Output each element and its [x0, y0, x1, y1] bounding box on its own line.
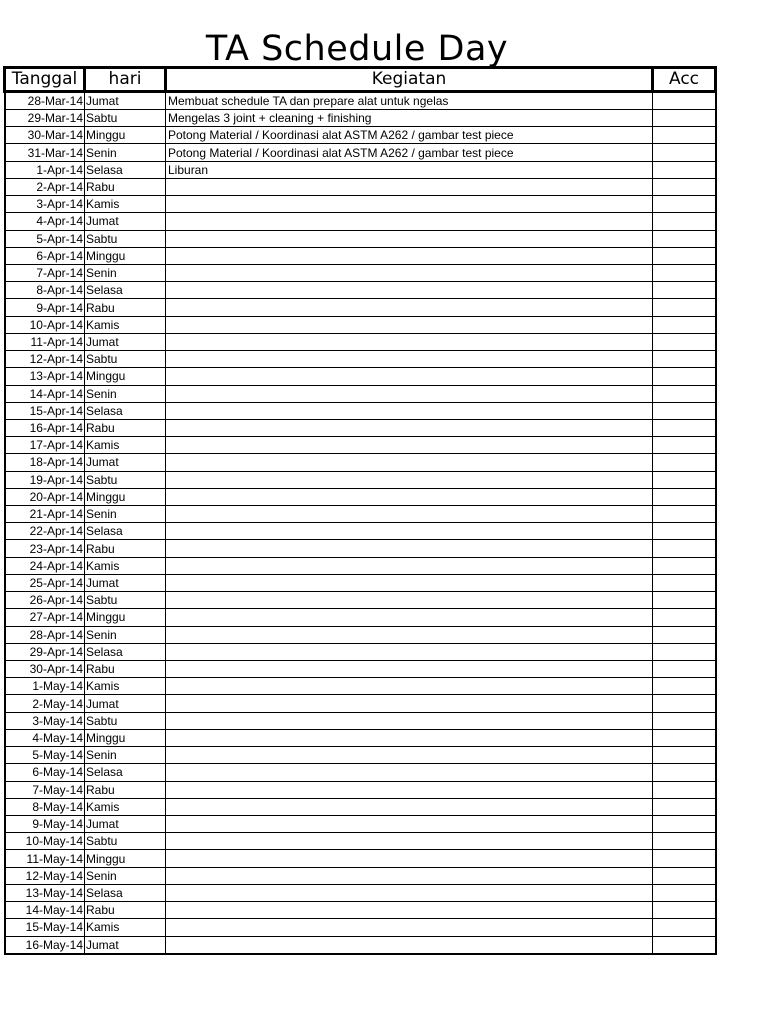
date-cell: 8-Apr-14	[5, 282, 85, 299]
acc-cell	[653, 592, 716, 609]
day-cell: Jumat	[85, 574, 166, 591]
page-title: TA Schedule Day	[205, 29, 509, 70]
acc-cell	[653, 764, 716, 781]
activity-cell: Liburan	[166, 161, 653, 178]
table-row	[5, 781, 716, 798]
date-cell: 2-Apr-14	[5, 178, 85, 195]
table-row	[5, 747, 716, 764]
date-cell: 20-Apr-14	[5, 488, 85, 505]
date-cell: 6-May-14	[5, 764, 85, 781]
day-cell: Kamis	[85, 919, 166, 936]
date-cell: 15-May-14	[5, 919, 85, 936]
day-cell: Senin	[85, 264, 166, 281]
acc-cell	[653, 402, 716, 419]
activity-cell	[166, 437, 653, 454]
date-cell: 31-Mar-14	[5, 144, 85, 161]
table-row	[5, 419, 716, 436]
table-row	[5, 592, 716, 609]
column-header-date: Tanggal	[5, 68, 85, 92]
day-cell: Selasa	[85, 161, 166, 178]
activity-cell	[166, 402, 653, 419]
column-header-day: hari	[85, 68, 166, 92]
acc-cell	[653, 506, 716, 523]
acc-cell	[653, 695, 716, 712]
date-cell: 26-Apr-14	[5, 592, 85, 609]
acc-cell	[653, 333, 716, 350]
activity-cell	[166, 178, 653, 195]
acc-cell	[653, 299, 716, 316]
date-cell: 5-Apr-14	[5, 230, 85, 247]
date-cell: 28-Apr-14	[5, 626, 85, 643]
acc-cell	[653, 213, 716, 230]
table-row	[5, 127, 716, 144]
schedule-table-header	[5, 68, 716, 92]
day-cell: Sabtu	[85, 712, 166, 729]
day-cell: Sabtu	[85, 110, 166, 127]
activity-cell	[166, 385, 653, 402]
acc-cell	[653, 437, 716, 454]
acc-cell	[653, 351, 716, 368]
day-cell: Senin	[85, 385, 166, 402]
day-cell: Selasa	[85, 884, 166, 901]
day-cell: Selasa	[85, 764, 166, 781]
acc-cell	[653, 747, 716, 764]
table-row	[5, 936, 716, 954]
date-cell: 16-Apr-14	[5, 419, 85, 436]
activity-cell	[166, 419, 653, 436]
day-cell: Selasa	[85, 643, 166, 660]
date-cell: 3-May-14	[5, 712, 85, 729]
day-cell: Sabtu	[85, 230, 166, 247]
acc-cell	[653, 161, 716, 178]
day-cell: Selasa	[85, 402, 166, 419]
activity-cell	[166, 247, 653, 264]
acc-cell	[653, 178, 716, 195]
acc-cell	[653, 661, 716, 678]
date-cell: 17-Apr-14	[5, 437, 85, 454]
table-row	[5, 626, 716, 643]
date-cell: 14-May-14	[5, 902, 85, 919]
date-cell: 21-Apr-14	[5, 506, 85, 523]
header-row	[5, 68, 716, 92]
acc-cell	[653, 626, 716, 643]
day-cell: Rabu	[85, 781, 166, 798]
table-row	[5, 712, 716, 729]
activity-cell	[166, 712, 653, 729]
table-row	[5, 764, 716, 781]
acc-cell	[653, 678, 716, 695]
table-row	[5, 695, 716, 712]
table-row	[5, 471, 716, 488]
acc-cell	[653, 609, 716, 626]
day-cell: Sabtu	[85, 833, 166, 850]
day-cell: Sabtu	[85, 471, 166, 488]
date-cell: 4-Apr-14	[5, 213, 85, 230]
date-cell: 19-Apr-14	[5, 471, 85, 488]
date-cell: 5-May-14	[5, 747, 85, 764]
table-row	[5, 282, 716, 299]
acc-cell	[653, 247, 716, 264]
date-cell: 1-May-14	[5, 678, 85, 695]
activity-cell	[166, 609, 653, 626]
day-cell: Rabu	[85, 299, 166, 316]
day-cell: Minggu	[85, 247, 166, 264]
day-cell: Senin	[85, 867, 166, 884]
date-cell: 9-May-14	[5, 815, 85, 832]
day-cell: Senin	[85, 747, 166, 764]
date-cell: 11-Apr-14	[5, 333, 85, 350]
activity-cell	[166, 557, 653, 574]
activity-cell	[166, 523, 653, 540]
date-cell: 13-May-14	[5, 884, 85, 901]
acc-cell	[653, 385, 716, 402]
date-cell: 9-Apr-14	[5, 299, 85, 316]
day-cell: Minggu	[85, 368, 166, 385]
table-row	[5, 798, 716, 815]
date-cell: 1-Apr-14	[5, 161, 85, 178]
table-row	[5, 902, 716, 919]
activity-cell	[166, 850, 653, 867]
activity-cell	[166, 213, 653, 230]
day-cell: Kamis	[85, 678, 166, 695]
acc-cell	[653, 557, 716, 574]
day-cell: Kamis	[85, 196, 166, 213]
date-cell: 18-Apr-14	[5, 454, 85, 471]
activity-cell	[166, 695, 653, 712]
table-row	[5, 661, 716, 678]
day-cell: Sabtu	[85, 351, 166, 368]
acc-cell	[653, 936, 716, 954]
activity-cell	[166, 316, 653, 333]
date-cell: 7-Apr-14	[5, 264, 85, 281]
date-cell: 6-Apr-14	[5, 247, 85, 264]
acc-cell	[653, 488, 716, 505]
table-row	[5, 506, 716, 523]
activity-cell	[166, 626, 653, 643]
date-cell: 29-Mar-14	[5, 110, 85, 127]
table-row	[5, 264, 716, 281]
acc-cell	[653, 798, 716, 815]
activity-cell	[166, 454, 653, 471]
acc-cell	[653, 781, 716, 798]
activity-cell	[166, 902, 653, 919]
acc-cell	[653, 919, 716, 936]
acc-cell	[653, 523, 716, 540]
acc-cell	[653, 454, 716, 471]
activity-cell	[166, 351, 653, 368]
date-cell: 29-Apr-14	[5, 643, 85, 660]
day-cell: Kamis	[85, 316, 166, 333]
activity-cell	[166, 919, 653, 936]
acc-cell	[653, 230, 716, 247]
table-row	[5, 574, 716, 591]
table-row	[5, 833, 716, 850]
table-row	[5, 213, 716, 230]
table-row	[5, 815, 716, 832]
date-cell: 8-May-14	[5, 798, 85, 815]
day-cell: Sabtu	[85, 592, 166, 609]
schedule-table	[3, 66, 717, 955]
date-cell: 16-May-14	[5, 936, 85, 954]
acc-cell	[653, 643, 716, 660]
table-row	[5, 919, 716, 936]
activity-cell	[166, 574, 653, 591]
acc-cell	[653, 574, 716, 591]
table-row	[5, 402, 716, 419]
acc-cell	[653, 815, 716, 832]
day-cell: Rabu	[85, 419, 166, 436]
activity-cell	[166, 540, 653, 557]
schedule-table-body	[5, 92, 716, 954]
day-cell: Jumat	[85, 454, 166, 471]
activity-cell	[166, 282, 653, 299]
table-row	[5, 437, 716, 454]
activity-cell	[166, 798, 653, 815]
table-row	[5, 867, 716, 884]
table-row	[5, 299, 716, 316]
day-cell: Minggu	[85, 850, 166, 867]
acc-cell	[653, 902, 716, 919]
activity-cell	[166, 368, 653, 385]
acc-cell	[653, 368, 716, 385]
day-cell: Kamis	[85, 798, 166, 815]
table-row	[5, 678, 716, 695]
table-row	[5, 540, 716, 557]
date-cell: 3-Apr-14	[5, 196, 85, 213]
table-row	[5, 454, 716, 471]
activity-cell	[166, 264, 653, 281]
table-row	[5, 609, 716, 626]
acc-cell	[653, 282, 716, 299]
date-cell: 30-Apr-14	[5, 661, 85, 678]
activity-cell	[166, 299, 653, 316]
acc-cell	[653, 316, 716, 333]
activity-cell	[166, 747, 653, 764]
activity-cell	[166, 196, 653, 213]
day-cell: Rabu	[85, 540, 166, 557]
activity-cell: Potong Material / Koordinasi alat ASTM A262 / gambar test piece	[166, 144, 653, 161]
activity-cell: Potong Material / Koordinasi alat ASTM A262 / gambar test piece	[166, 127, 653, 144]
table-row	[5, 523, 716, 540]
day-cell: Selasa	[85, 523, 166, 540]
table-row	[5, 161, 716, 178]
day-cell: Kamis	[85, 437, 166, 454]
date-cell: 12-May-14	[5, 867, 85, 884]
activity-cell	[166, 867, 653, 884]
table-row	[5, 230, 716, 247]
day-cell: Jumat	[85, 815, 166, 832]
day-cell: Jumat	[85, 333, 166, 350]
table-row	[5, 316, 716, 333]
day-cell: Senin	[85, 144, 166, 161]
table-row	[5, 196, 716, 213]
day-cell: Minggu	[85, 729, 166, 746]
table-row	[5, 110, 716, 127]
date-cell: 15-Apr-14	[5, 402, 85, 419]
acc-cell	[653, 850, 716, 867]
date-cell: 7-May-14	[5, 781, 85, 798]
activity-cell	[166, 833, 653, 850]
day-cell: Senin	[85, 626, 166, 643]
activity-cell	[166, 781, 653, 798]
date-cell: 25-Apr-14	[5, 574, 85, 591]
day-cell: Jumat	[85, 92, 166, 110]
table-row	[5, 247, 716, 264]
column-header-activity: Kegiatan	[166, 68, 653, 92]
date-cell: 12-Apr-14	[5, 351, 85, 368]
day-cell: Rabu	[85, 902, 166, 919]
acc-cell	[653, 712, 716, 729]
date-cell: 14-Apr-14	[5, 385, 85, 402]
table-row	[5, 643, 716, 660]
day-cell: Senin	[85, 506, 166, 523]
date-cell: 10-May-14	[5, 833, 85, 850]
table-row	[5, 385, 716, 402]
day-cell: Minggu	[85, 127, 166, 144]
activity-cell: Mengelas 3 joint + cleaning + finishing	[166, 110, 653, 127]
table-row	[5, 557, 716, 574]
table-row	[5, 178, 716, 195]
acc-cell	[653, 471, 716, 488]
activity-cell: Membuat schedule TA dan prepare alat untuk ngelas	[166, 92, 653, 110]
date-cell: 30-Mar-14	[5, 127, 85, 144]
day-cell: Selasa	[85, 282, 166, 299]
activity-cell	[166, 488, 653, 505]
date-cell: 24-Apr-14	[5, 557, 85, 574]
activity-cell	[166, 815, 653, 832]
acc-cell	[653, 110, 716, 127]
date-cell: 27-Apr-14	[5, 609, 85, 626]
date-cell: 28-Mar-14	[5, 92, 85, 110]
day-cell: Jumat	[85, 695, 166, 712]
day-cell: Minggu	[85, 488, 166, 505]
activity-cell	[166, 729, 653, 746]
date-cell: 22-Apr-14	[5, 523, 85, 540]
table-row	[5, 729, 716, 746]
date-cell: 4-May-14	[5, 729, 85, 746]
acc-cell	[653, 196, 716, 213]
acc-cell	[653, 127, 716, 144]
date-cell: 2-May-14	[5, 695, 85, 712]
table-row	[5, 92, 716, 110]
acc-cell	[653, 264, 716, 281]
acc-cell	[653, 884, 716, 901]
activity-cell	[166, 643, 653, 660]
table-row	[5, 351, 716, 368]
acc-cell	[653, 144, 716, 161]
activity-cell	[166, 592, 653, 609]
acc-cell	[653, 867, 716, 884]
day-cell: Jumat	[85, 936, 166, 954]
date-cell: 13-Apr-14	[5, 368, 85, 385]
date-cell: 11-May-14	[5, 850, 85, 867]
column-header-acc: Acc	[653, 68, 716, 92]
activity-cell	[166, 471, 653, 488]
activity-cell	[166, 333, 653, 350]
activity-cell	[166, 884, 653, 901]
table-row	[5, 884, 716, 901]
table-row	[5, 368, 716, 385]
day-cell: Rabu	[85, 661, 166, 678]
day-cell: Kamis	[85, 557, 166, 574]
table-row	[5, 333, 716, 350]
table-row	[5, 144, 716, 161]
activity-cell	[166, 506, 653, 523]
activity-cell	[166, 764, 653, 781]
acc-cell	[653, 92, 716, 110]
day-cell: Jumat	[85, 213, 166, 230]
activity-cell	[166, 661, 653, 678]
table-row	[5, 488, 716, 505]
table-row	[5, 850, 716, 867]
acc-cell	[653, 833, 716, 850]
date-cell: 23-Apr-14	[5, 540, 85, 557]
activity-cell	[166, 936, 653, 954]
activity-cell	[166, 230, 653, 247]
acc-cell	[653, 729, 716, 746]
day-cell: Rabu	[85, 178, 166, 195]
acc-cell	[653, 540, 716, 557]
day-cell: Minggu	[85, 609, 166, 626]
acc-cell	[653, 419, 716, 436]
date-cell: 10-Apr-14	[5, 316, 85, 333]
activity-cell	[166, 678, 653, 695]
